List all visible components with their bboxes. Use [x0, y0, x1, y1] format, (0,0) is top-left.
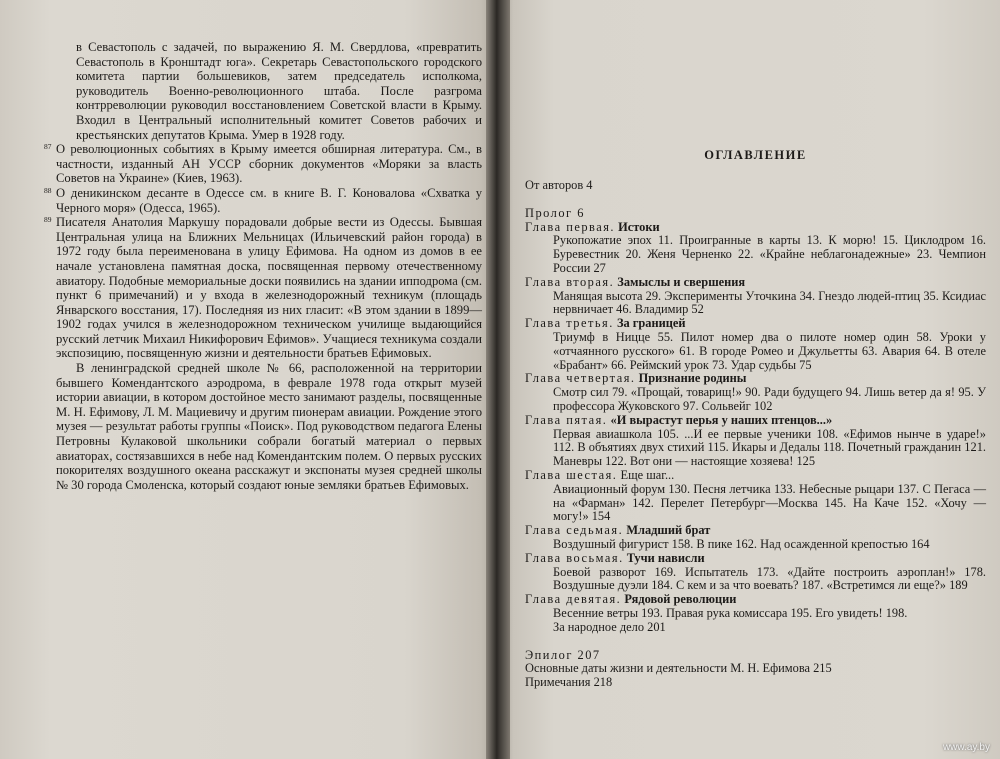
toc-entry-prolog: Пролог 6 [525, 205, 585, 220]
footnote-text: Писателя Анатолия Маркушу порадовали добрые вести из Одессы. Бывшая Центральная улица на Ближних Мельницах (Ильичевский район города) в 1972 году была переименована в улицу Ефимова. На одном из домов в ее начале установлена памятная доска, посвященная первому отечественному авиатору. Подобные мемориальные доски появились на здании ипподрома (см. пункт 6 примечаний) и у входа в железнодорожный техникум (площадь Январского восстания, 17). Последняя из них гласит: «В этом здании в 1899—1902 годах учился в железнодорожном техническом училище выдающийся русский летчик Михаил Никифорович Ефимов». Учащиеся техникума создали экспозицию, посвященную жизни и деятельности братьев Ефимовых. [56, 215, 482, 361]
toc-chapter-7 [525, 524, 986, 538]
chapter-heading: Глава пятая. [525, 412, 608, 427]
toc-entry-epilog: Эпилог 207 [525, 647, 601, 662]
chapter-sections: Воздушный фигурист 158. В пике 162. Над осажденной крепостью 164 [553, 536, 930, 551]
footnote-number: 87 [44, 142, 52, 152]
chapter-sections: Первая авиашкола 105. ...И ее первые ученики 108. «Ефимов нынче в ударе!» 112. В объятиях двух стихий 115. Икары и Дедалы 118. Почетный гражданин 121. Маневры 122. Вот они — настоящие хозяева! 125 [553, 426, 986, 469]
chapter-title: Тучи нависли [626, 550, 705, 565]
book-gutter [486, 0, 510, 759]
toc-chapter-4 [525, 372, 986, 386]
chapter-title: За границей [616, 316, 686, 331]
chapter-heading: Глава третья. [525, 316, 614, 331]
toc-chapter-1 [525, 221, 986, 235]
toc-chapter-8 [525, 552, 986, 566]
chapter-sections: Боевой разворот 169. Испытатель 173. «Дайте построить аэроплан!» 178. Воздушные дуэли 184. С кем и за что воевать? 187. «Встретимся ли еще?» 189 [553, 564, 986, 593]
toc-entry-dates: Основные даты жизни и деятельности М. Н. Ефимова 215 [525, 661, 832, 676]
chapter-heading: Глава восьмая. [525, 550, 624, 565]
chapter-sections: Манящая высота 29. Эксперименты Уточкина 34. Гнездо людей-птиц 35. Ксидиас нервничает 46. Владимир 52 [553, 288, 986, 317]
footnote-87 [44, 142, 482, 186]
chapter-title: Истоки [618, 219, 660, 234]
toc-entry-notes: Примечания 218 [525, 675, 613, 690]
toc-title: ОГЛАВЛЕНИЕ [704, 148, 807, 162]
chapter-title: Рядовой революции [624, 592, 737, 607]
footnote-number: 89 [44, 215, 52, 225]
notes-text [44, 40, 482, 492]
chapter-heading: Глава первая. [525, 219, 616, 234]
chapter-heading: Глава седьмая. [525, 523, 624, 538]
chapter-title: Младший брат [626, 523, 711, 538]
table-of-contents [525, 179, 986, 690]
chapter-heading: Глава девятая. [525, 592, 622, 607]
chapter-sections: Авиационный форум 130. Песня летчика 133. Небесные рыцари 137. С Пегаса — на «Фарман» 142. Перелет Петербург—Москва 145. На Каче 152. «Хочу — могу!» 154 [553, 481, 986, 524]
chapter-title: Замыслы и свершения [617, 274, 746, 289]
chapter-sections: За народное дело 201 [553, 619, 666, 634]
footnote-89 [44, 215, 482, 361]
chapter-sections: Весенние ветры 193. Правая рука комиссара 195. Его увидеть! 198. [553, 605, 908, 620]
toc-chapter-9 [525, 593, 986, 607]
toc-entry-authors: От авторов 4 [525, 178, 593, 192]
chapter-title: «И вырастут перья у наших птенцов...» [610, 412, 833, 427]
chapter-heading: Глава четвертая. [525, 371, 636, 386]
chapter-heading: Глава вторая. [525, 274, 615, 289]
note-paragraph: В ленинградской средней школе № 66, расположенной на территории бывшего Комендантского аэродрома, в феврале 1978 года открыт музей истории авиации, в котором достойное место занимают разделы, посвященные М. Н. Ефимову, Л. М. Мациевичу и другим пионерам авиации. Рождение этого музея — результат работы группы «Поиск». Под руководством педагога Елены Петровны Кулаковой школьники собрали богатый материал о первых авиаторах, состязавшихся в небе над Комендантским полем. О первых русских покорителях воздушного океана расскажут и экспонаты музея средней школы № 30 города Смоленска, который создают юные земляки братьев Ефимовых. [56, 361, 482, 492]
footnote-text: О деникинском десанте в Одессе см. в книге В. Г. Коновалова «Схватка у Черного моря» (Одесса, 1965). [56, 185, 482, 215]
chapter-sections: Триумф в Ницце 55. Пилот номер два о пилоте номер один 58. Уроки у «отчаянного русского» 61. В городе Ромео и Джульетты 63. Авария 64. В отеле «Брабант» 66. Реймский урок 73. Удар судьбы 75 [553, 329, 986, 372]
right-page [493, 0, 1000, 759]
footnote-text: О революционных событиях в Крыму имеется обширная литература. См., в частности, изданный АН УССР сборник документов «Моряки за власть Советов на Украине» (Киев, 1963). [56, 142, 482, 186]
chapter-heading: Глава шестая. [525, 467, 618, 482]
note-continuation: в Севастополь с задачей, по выражению Я. М. Свердлова, «превратить Севастополь в Кронштадт юга». Секретарь Севастопольского городского комитета партии большевиков, затем председатель исполкома, руководитель Военно-революционного штаба. После разгрома контрреволюции руководил восстановлением Советской власти в Крыму. Входил в Центральный исполнительный комитет Советов рабочих и крестьянских депутатов Крыма. Умер в 1928 году. [76, 40, 482, 142]
toc-chapter-2 [525, 276, 986, 290]
toc-chapter-6 [525, 469, 986, 483]
chapter-sections: Рукопожатие эпох 11. Проигранные в карты 13. К морю! 15. Циклодром 16. Буревестник 20. Женя Черненко 22. «Крайне неблагонадежные» 23. Чемпион России 27 [553, 233, 986, 275]
footnote-88 [44, 185, 482, 215]
toc-chapter-3 [525, 317, 986, 331]
watermark: www.ay.by [942, 742, 990, 753]
toc-chapter-5 [525, 414, 986, 428]
footnote-number: 88 [44, 185, 52, 195]
chapter-title: Признание родины [638, 371, 747, 386]
chapter-sections: Смотр сил 79. «Прощай, товарищ!» 90. Ради будущего 94. Лишь ветер да я! 95. У профессора Жуковского 97. Сольвейг 102 [553, 385, 986, 413]
chapter-title: Еще шаг... [620, 467, 675, 482]
